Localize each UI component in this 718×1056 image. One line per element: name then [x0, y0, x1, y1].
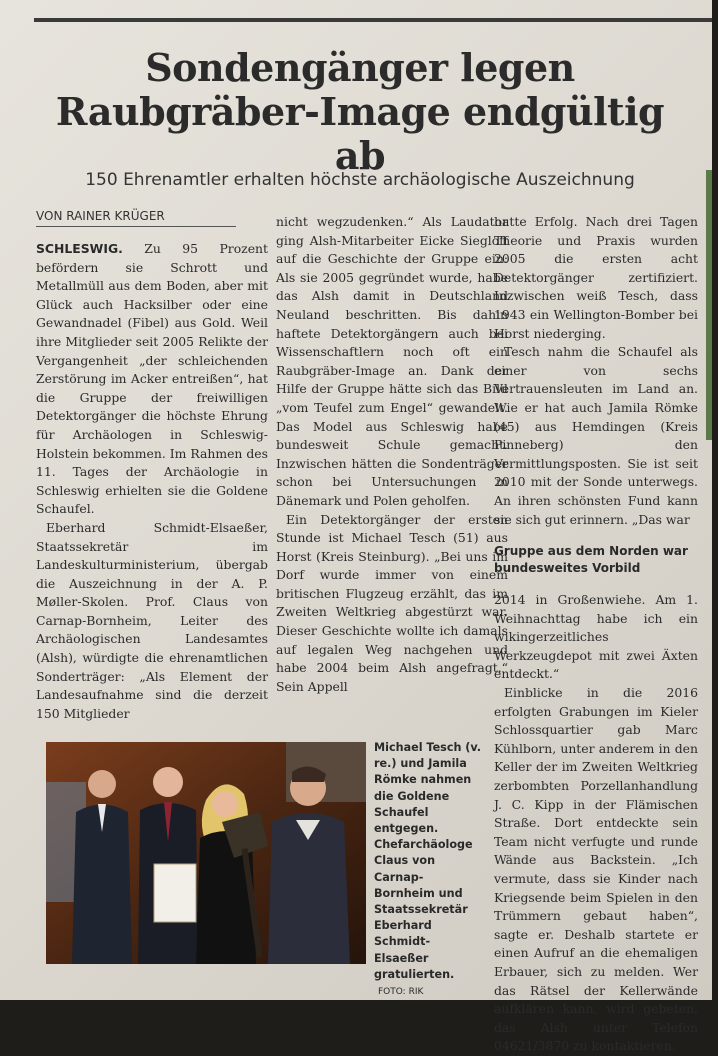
- article-column-1: [36, 240, 268, 723]
- headline-line-1: Sondengänger legen: [145, 45, 575, 90]
- adjacent-page-edge: [706, 170, 712, 440]
- byline: VON RAINER KRÜGER: [36, 209, 236, 227]
- lead-text: Zu 95 Prozent befördern sie Schrott und Metallmüll aus dem Boden, aber mit Glück auch Hacksilber oder eine Gewandnadel (Fibel) aus Gold. Weil ihre Mitglieder seit 2005 Relikte der Vergangenheit „der schleichenden Zerstörung im Acker entreißen“, hat die Gruppe der freiwilligen Detektorgänger die höchste Ehrung für Archäologen in Schleswig-Holstein bekommen. Im Rahmen des 11. Tages der Archäologie in Schleswig erhielten sie die Goldene Schaufel.: [36, 241, 268, 517]
- photo-credit: FOTO: RIK: [378, 987, 424, 998]
- body-paragraph: Eberhard Schmidt-Elsaeßer, Staatssekretär im Landeskulturministerium, übergab die Auszeichnung in der A. P. Møller-Skolen. Prof. Claus von Carnap-Bornheim, Leiter des Archäologischen Landesamtes (Alsh), würdigte die ehrenamtlichen Sonderträger: „Als Element der Landesaufnahme sind die derzeit 150 Mitglieder: [36, 519, 268, 721]
- photo-caption: [374, 740, 484, 1000]
- headline-line-2: Raubgräber-Image endgültig ab: [55, 89, 665, 178]
- body-paragraph: nicht wegzudenken.“ Als Laudator ging Alsh-Mitarbeiter Eicke Siegloff auf die Geschichte der Gruppe ein: Als sie 2005 gegründet wurde, habe das Alsh damit in Deutschland Neuland beschritten. Bis dahin haftete Detektorgängern auch bei Wissenschaftlern noch oft ein Raubgräber-Image an. Dank der Hilfe der Gruppe hätte sich das Bild „vom Teufel zum Engel“ gewandelt. Das Model aus Schleswig habe bundesweit Schule gemacht. Inzwischen hätten die Sondenträger schon bei Untersuchungen in Dänemark und Polen geholfen.: [276, 214, 508, 508]
- lead-paragraph: [36, 240, 268, 519]
- crosshead: Gruppe aus dem Norden war bundesweites Vorbild: [494, 544, 688, 576]
- caption-text: Michael Tesch (v. re.) und Jamila Römke nahmen die Goldene Schaufel entgegen. Chefarchäologe Claus von Carnap-Bornheim und Staatssekretär Eberhard Schmidt-Elsaeßer gratulierten.: [374, 741, 482, 981]
- body-paragraph: Tesch nahm die Schaufel als einer von sechs Vertrauensleuten im Land an. Wie er hat auch Jamila Römke (45) aus Hemdingen (Kreis Pinneberg) den Vermittlungsposten. Sie ist seit 2010 mit der Sonde unterwegs. An ihren schönsten Fund kann sie sich gut erinnern. „Das war: [494, 344, 698, 527]
- article-column-2: [276, 213, 508, 696]
- award-ceremony-image: [46, 742, 366, 964]
- top-rule: [34, 18, 712, 22]
- article-photo: [46, 742, 366, 964]
- body-paragraph: hatte Erfolg. Nach drei Tagen Theorie und Praxis wurden 2005 die ersten acht Detektorgänger zertifiziert. Inzwischen weiß Tesch, dass 1943 ein Wellington-Bomber bei Horst niederging.: [494, 214, 698, 341]
- body-paragraph: Ein Detektorgänger der ersten Stunde ist Michael Tesch (51) aus Horst (Kreis Steinburg). „Bei uns im Dorf wurde immer von einem britischen Flugzeug erzählt, das im Zweiten Weltkrieg abgestürzt war. Dieser Geschichte wollte ich damals auf legalen Weg nachgehen und habe 2004 beim Alsh angefragt.“ Sein Appell: [276, 511, 508, 694]
- subheadline: 150 Ehrenamtler erhalten höchste archäologische Auszeichnung: [85, 170, 635, 190]
- dateline: SCHLESWIG.: [36, 241, 123, 256]
- body-paragraph: Einblicke in die 2016 erfolgten Grabungen im Kieler Schlossquartier gab Marc Kühlborn, unter anderem in den Keller der im Zweiten Weltkrieg zerbombten Porzellanhandlung J. C. Kipp in der Flämischen Straße. Dort entdeckte sein Team nicht verfugte und runde Wände aus Backstein. „Ich vermute, dass sie Kinder nach Kriegsende beim Spielen in den Trümmern gebaut haben“, sagte er. Deshalb startete er einen Aufruf an die ehemaligen Erbauer, sich zu melden. Wer das Rätsel der Kellerwände aufklären kann, wird gebeten, das Alsh unter Telefon 04621/3870 zu kontaktieren.: [494, 685, 698, 1054]
- headline: [30, 46, 690, 178]
- body-paragraph: 2014 in Großenwiehe. Am 1. Weihnachttag habe ich ein wikingerzeitliches Werkzeugdepot mit zwei Äxten entdeckt.“: [494, 592, 698, 682]
- article-column-3: [494, 213, 698, 1056]
